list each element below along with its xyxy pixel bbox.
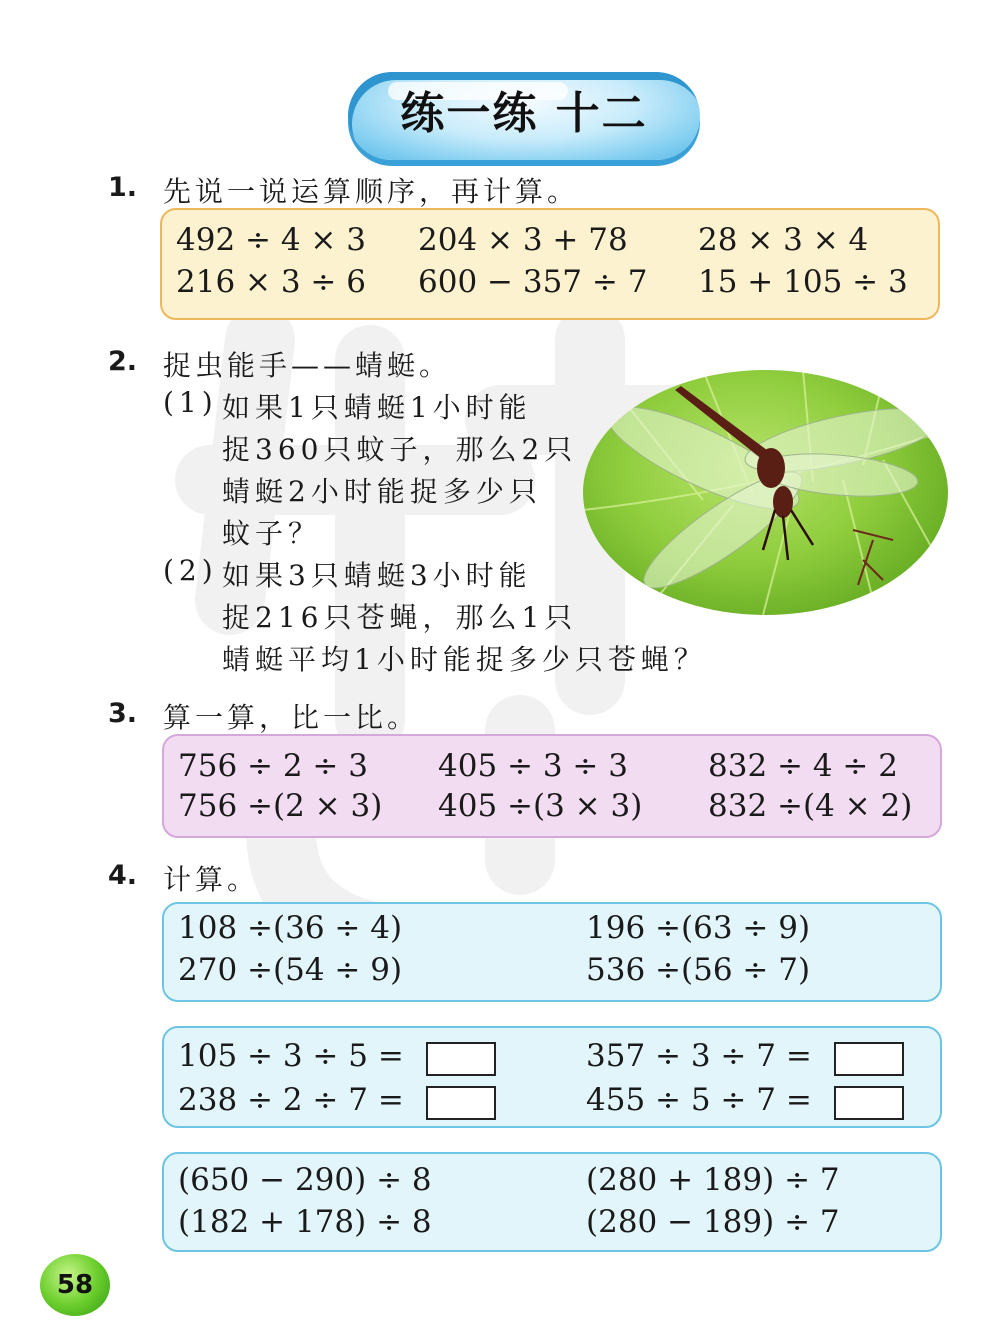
q2-part1-line: 蚊子？: [222, 517, 322, 550]
q4-box-3: [162, 1152, 942, 1252]
q1-expr: 15 + 105 ÷ 3: [698, 264, 908, 300]
q4-expr: 357 ÷ 3 ÷ 7 =: [586, 1038, 812, 1074]
q4-number: 4.: [108, 860, 138, 891]
dragonfly-illustration: [583, 370, 948, 615]
q1-expression-box: [160, 208, 940, 320]
page-number-badge: 58: [40, 1254, 110, 1316]
q3-expr: 756 ÷ 2 ÷ 3: [178, 748, 368, 784]
q2-part2-line: 捉216只苍蝇，那么1只: [222, 601, 578, 634]
q2-part2-line: 蜻蜓平均1小时能捉多少只苍蝇？: [222, 643, 707, 676]
dragonfly-photo: [583, 370, 948, 615]
q2-part1-label: (1): [163, 386, 218, 419]
page-title: 练一练 十二: [400, 88, 648, 139]
answer-box[interactable]: [834, 1042, 904, 1076]
q1-number: 1.: [108, 172, 138, 203]
q4-expr: 105 ÷ 3 ÷ 5 =: [178, 1038, 404, 1074]
q2-instruction: 捉虫能手——蜻蜓。: [163, 349, 452, 382]
q4-expr: 238 ÷ 2 ÷ 7 =: [178, 1082, 404, 1118]
q3-expr: 405 ÷ 3 ÷ 3: [438, 748, 628, 784]
q1-expr: 216 × 3 ÷ 6: [176, 264, 366, 300]
q4-instruction: 计算。: [163, 863, 260, 896]
q3-expr: 832 ÷ 4 ÷ 2: [708, 748, 898, 784]
q3-instruction: 算一算，比一比。: [163, 701, 420, 734]
q3-expr: 756 ÷(2 × 3): [178, 788, 383, 824]
q1-expr: 28 × 3 × 4: [698, 222, 869, 258]
q4-box-1: [162, 902, 942, 1002]
q4-expr: 536 ÷(56 ÷ 7): [586, 952, 811, 988]
answer-box[interactable]: [426, 1086, 496, 1120]
q1-expr: 492 ÷ 4 × 3: [176, 222, 366, 258]
q4-expr: 270 ÷(54 ÷ 9): [178, 952, 403, 988]
title-banner: [348, 72, 700, 160]
q4-expr: (182 + 178) ÷ 8: [178, 1204, 432, 1240]
q3-expr: 405 ÷(3 × 3): [438, 788, 643, 824]
q4-expr: 196 ÷(63 ÷ 9): [586, 910, 811, 946]
q3-expression-box: [162, 734, 942, 838]
q2-part1-line: 如果1只蜻蜓1小时能: [222, 391, 532, 424]
q2-part1-line: 蜻蜓2小时能捉多少只: [222, 475, 542, 508]
q1-expr: 600 − 357 ÷ 7: [418, 264, 648, 300]
q4-expr: 455 ÷ 5 ÷ 7 =: [586, 1082, 812, 1118]
q3-number: 3.: [108, 698, 138, 729]
q4-expr: (650 − 290) ÷ 8: [178, 1162, 432, 1198]
answer-box[interactable]: [426, 1042, 496, 1076]
q4-box-2: [162, 1026, 942, 1128]
q1-expr: 204 × 3 + 78: [418, 222, 628, 258]
q4-expr: 108 ÷(36 ÷ 4): [178, 910, 403, 946]
q2-part2-label: (2): [163, 554, 218, 587]
q2-part1-line: 捉360只蚊子，那么2只: [222, 433, 578, 466]
q4-expr: (280 + 189) ÷ 7: [586, 1162, 840, 1198]
q2-number: 2.: [108, 346, 138, 377]
q4-expr: (280 − 189) ÷ 7: [586, 1204, 840, 1240]
q1-instruction: 先说一说运算顺序，再计算。: [163, 175, 580, 208]
q2-part2-line: 如果3只蜻蜓3小时能: [222, 559, 532, 592]
q3-expr: 832 ÷(4 × 2): [708, 788, 913, 824]
answer-box[interactable]: [834, 1086, 904, 1120]
